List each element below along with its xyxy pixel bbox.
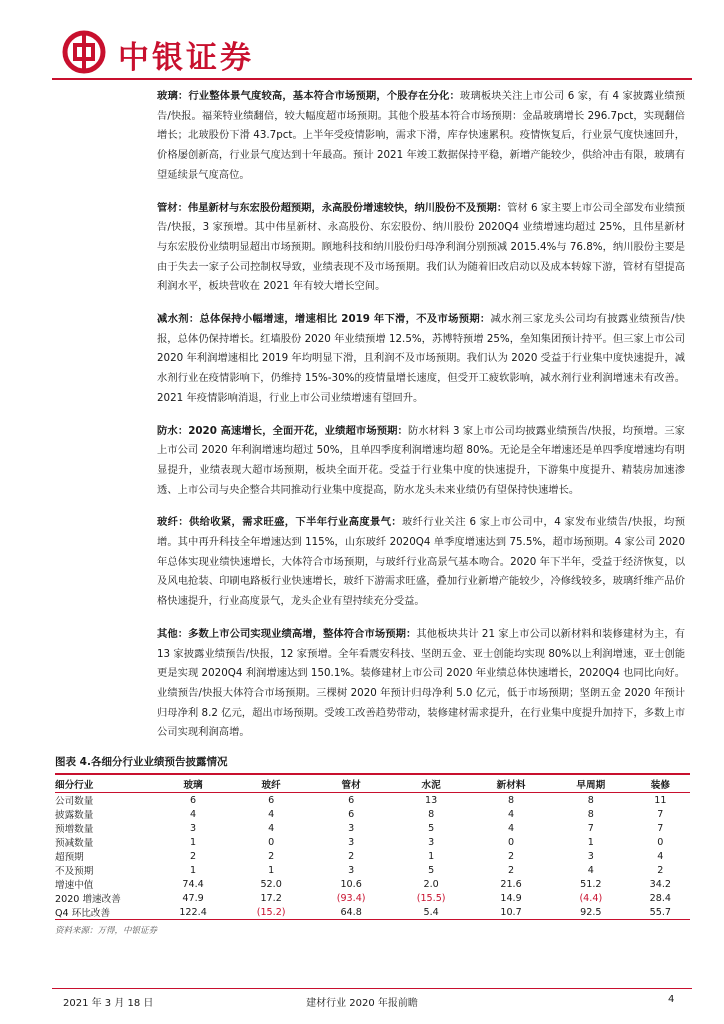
paragraph-glass <box>157 87 685 186</box>
row-label: 披露数量 <box>55 810 94 821</box>
table-cell: 0 <box>507 836 515 848</box>
page-header <box>52 24 692 82</box>
table-cell: 10.6 <box>340 878 362 890</box>
table-cell: 4 <box>190 808 197 820</box>
table-cell: 13 <box>425 794 438 806</box>
footer-title: 建材行业 2020 年报前瞻 <box>306 998 418 1009</box>
row-label: 不及预期 <box>55 866 94 877</box>
paragraph-text: 减水剂三家龙头公司均有披露业绩预告/快报，总体仍保持增长。红墙股份 2020 年业绩预增 12.5%，苏博特预增 25%，垒知集团预计持平。但三家上市公司 2020 年利润增速相比 2019 年均明显下滑，且利润不及市场预期。我们认为 2020 受益于行业集中度快速提升，减水剂行业在疫情影响下，仍维持 15%-30%的疫情量增长速度，但受开工疲软影响，减水剂行业利润增速未有改善。2021 年疫情影响消退，行业上市公司业绩增速有望回升。 <box>157 313 686 404</box>
table-cell: 0 <box>657 836 664 848</box>
column-header: 玻璃 <box>155 775 231 793</box>
paragraph-text: 防水材料 3 家上市公司均披露业绩预告/快报，均预增。三家上市公司 2020 年利润增速均超过 50%，且单四季度利润增速均超 80%。无论是全年增速还是单四季度增速均有明显提升，业绩表现大超市场预期，板块全面开花。受益于行业集中度的快速提升，下游集中度提升、精装房加速渗透、上市公司与央企整合共同推动行业集中度提高，防水龙头未来业绩仍有望保持快速增长。 <box>157 424 685 496</box>
table-row <box>55 807 690 821</box>
row-label: 预减数量 <box>55 838 94 849</box>
table-cell: 34.2 <box>649 878 672 890</box>
table-cell: 3 <box>428 836 435 848</box>
table-cell: 4 <box>657 850 664 862</box>
table-header-row <box>55 775 690 793</box>
paragraph-waterproof <box>157 422 685 501</box>
table-cell: 1 <box>428 850 435 862</box>
table-cell-negative: (15.2) <box>231 905 311 920</box>
data-source-note: 资料来源：万得，中银证券 <box>55 926 158 936</box>
table-cell: 14.9 <box>500 892 522 904</box>
table-cell: 6 <box>268 794 275 806</box>
paragraph-text: 其他板块共计 21 家上市公司以新材料和装修建材为主，有 13 家披露业绩预告/快报，12 家预增。全年看震安科技、坚朗五金、亚士创能均实现 80%以上利润增速，亚士创能更是实现 2020Q4 利润增速达到 150.1%。装修建材上市公司 2020 年业绩总体快速增长，2020Q4 也同比向好。业绩预告/快报大体符合市场预期。三棵树 2020 年预计归母净利 5.0 亿元，低于市场预期；坚朗五金 2020 年预计归母净利 8.2 亿元，超出市场预期。受竣工改善趋势带动，装修建材需求提升，在行业集中度提升加持下，多数上市公司实现利润高增。 <box>157 627 685 739</box>
paragraph-glass-fiber <box>157 513 685 612</box>
row-label: 预增数量 <box>55 824 94 835</box>
table-cell: 7 <box>657 822 664 834</box>
table-row <box>55 849 690 863</box>
column-header: 装修 <box>631 775 690 793</box>
table-cell: 11 <box>654 794 667 806</box>
paragraph-heading: 防水：2020 高速增长，全面开花，业绩超市场预期： <box>157 424 408 437</box>
column-header: 玻纤 <box>231 775 311 793</box>
table-cell: 4 <box>268 822 275 834</box>
column-header: 水泥 <box>391 775 471 793</box>
table-cell: 92.5 <box>551 905 631 920</box>
table-cell: 51.2 <box>580 878 602 890</box>
paragraph-heading: 玻璃：行业整体景气度较高，基本符合市场预期，个股存在分化： <box>157 90 460 102</box>
table-cell: 6 <box>348 794 355 806</box>
table-cell: 47.9 <box>182 892 204 904</box>
bank-of-china-logo-icon <box>62 30 106 74</box>
paragraph-text: 管材 6 家主要上市公司全部发布业绩预告/快报，3 家预增。其中伟星新材、永高股份、东宏股份、纳川股份 2020Q4 业绩增速均超过 25%，且伟星新材与东宏股份业绩明显超出市场预期。顾地科技和纳川股份归母净利润分别预减 2015.4%与 76.8%，纳川股份主要是由于失去一家子公司控制权导致，业绩表现不及市场预期。我们认为随着旧改启动以及成本转嫁下游，管材有望提高利润水平，板块营收在 2021 年有较大增长空间。 <box>157 201 685 293</box>
brand-name: 中银证券 <box>118 40 254 76</box>
table-cell: 17.2 <box>260 892 282 904</box>
table-cell: 2 <box>507 850 515 862</box>
figure-title: 图表 4.各细分行业业绩预告披露情况 <box>55 756 228 768</box>
footer-rule <box>52 988 692 989</box>
row-label: 超预期 <box>55 852 84 863</box>
table-cell-negative: (15.5) <box>416 892 446 904</box>
column-header: 细分行业 <box>55 775 155 793</box>
table-cell: 1 <box>268 864 275 876</box>
table-cell: 21.6 <box>500 878 522 890</box>
paragraph-heading: 玻纤：供给收紧，需求旺盛，下半年行业高度景气： <box>157 516 402 529</box>
table-cell: 4 <box>507 808 515 820</box>
table-cell: 1 <box>190 864 197 876</box>
table-cell: 5 <box>428 822 435 834</box>
table-cell: 7 <box>587 822 594 834</box>
table-cell: 2 <box>268 850 275 862</box>
table-cell: 1 <box>587 836 594 848</box>
table-cell-negative: (93.4) <box>336 892 366 904</box>
table-cell-negative: (4.4) <box>579 892 603 904</box>
table-cell: 8 <box>507 794 515 806</box>
footer-date: 2021 年 3 月 18 日 <box>63 998 154 1009</box>
table-row <box>55 905 690 920</box>
paragraph-other <box>157 625 685 743</box>
paragraph-heading: 其他：多数上市公司实现业绩高增，整体符合市场预期： <box>157 627 417 640</box>
row-label: 增速中值 <box>55 880 94 891</box>
table-cell: 55.7 <box>631 905 690 920</box>
table-cell: 2 <box>190 850 197 862</box>
forecast-disclosure-table <box>55 775 690 920</box>
table-cell: 52.0 <box>260 878 282 890</box>
table-row <box>55 793 690 808</box>
table-cell: 5.4 <box>391 905 471 920</box>
paragraph-text: 玻纤行业关注 6 家上市公司中，4 家发布业绩告/快报，均预增。其中再升科技全年增速达到 115%，山东玻纤 2020Q4 单季度增速达到 75.5%，超市场预期。4 家公司 2020 年总体实现业绩快速增长，大体符合市场预期，与玻纤行业高景气基本吻合。2020 年下半年，受益于经济恢复，以及风电抢装、印刷电路板行业快速增长，玻纤下游需求旺盛，叠加行业新增产能较少，冷修线较多，玻璃纤维产品价格快速提升，行业高度景气，龙头企业有望持续充分受益。 <box>157 516 686 608</box>
table-cell: 2.0 <box>423 878 439 890</box>
table-cell: 64.8 <box>311 905 391 920</box>
table-cell: 1 <box>190 836 197 848</box>
table-cell: 8 <box>587 794 594 806</box>
table-cell: 2 <box>657 864 664 876</box>
table-row <box>55 891 690 905</box>
table-row <box>55 821 690 835</box>
table-cell: 3 <box>190 822 197 834</box>
table-cell: 7 <box>657 808 664 820</box>
table-cell: 3 <box>348 822 355 834</box>
table-cell: 6 <box>190 794 197 806</box>
paragraph-heading: 管材：伟星新材与东宏股份超预期，永高股份增速较快，纳川股份不及预期： <box>157 201 508 214</box>
column-header: 新材料 <box>471 775 551 793</box>
table-row <box>55 835 690 849</box>
paragraph-pipe <box>157 199 685 298</box>
header-rule <box>52 78 692 80</box>
paragraph-water-reducer <box>157 310 685 409</box>
table-cell: 6 <box>348 808 355 820</box>
table-cell: 3 <box>348 864 355 876</box>
table-cell: 0 <box>268 836 275 848</box>
column-header: 管材 <box>311 775 391 793</box>
table-cell: 5 <box>428 864 435 876</box>
page-number: 4 <box>668 994 675 1005</box>
table-cell: 4 <box>268 808 275 820</box>
table-row <box>55 863 690 877</box>
paragraph-heading: 减水剂：总体保持小幅增速，增速相比 2019 年下滑，不及市场预期： <box>157 313 491 326</box>
table-cell: 3 <box>587 850 594 862</box>
table-cell: 122.4 <box>155 905 231 920</box>
table-cell: 28.4 <box>649 892 672 904</box>
table-cell: 3 <box>348 836 355 848</box>
report-body <box>157 87 685 756</box>
table-cell: 8 <box>428 808 435 820</box>
row-label: 2020 增速改善 <box>55 894 121 905</box>
table-cell: 2 <box>348 850 355 862</box>
table-cell: 4 <box>587 864 594 876</box>
column-header: 早周期 <box>551 775 631 793</box>
table-cell: 4 <box>507 822 515 834</box>
table-cell: 10.7 <box>471 905 551 920</box>
row-label: 公司数量 <box>55 796 94 807</box>
table-cell: 74.4 <box>182 878 204 890</box>
table-cell: 8 <box>587 808 594 820</box>
row-label: Q4 环比改善 <box>55 905 155 920</box>
table-row <box>55 877 690 891</box>
table-cell: 2 <box>507 864 515 876</box>
paragraph-text: 玻璃板块关注上市公司 6 家，有 4 家披露业绩预告/快报。福莱特业绩翻倍，较大幅度超市场预期。其他个股基本符合市场预期：金晶玻璃增长 296.7pct，实现翻倍增长；北玻股份下滑 43.7pct。上半年受疫情影响，需求下滑，库存快速累积。疫情恢复后，行业景气度快速回升，价格屡创新高，行业景气度达到十年最高。预计 2021 年竣工数据保持平稳，新增产能较少，供给冲击有限，玻璃有望延续景气度高位。 <box>157 90 685 181</box>
